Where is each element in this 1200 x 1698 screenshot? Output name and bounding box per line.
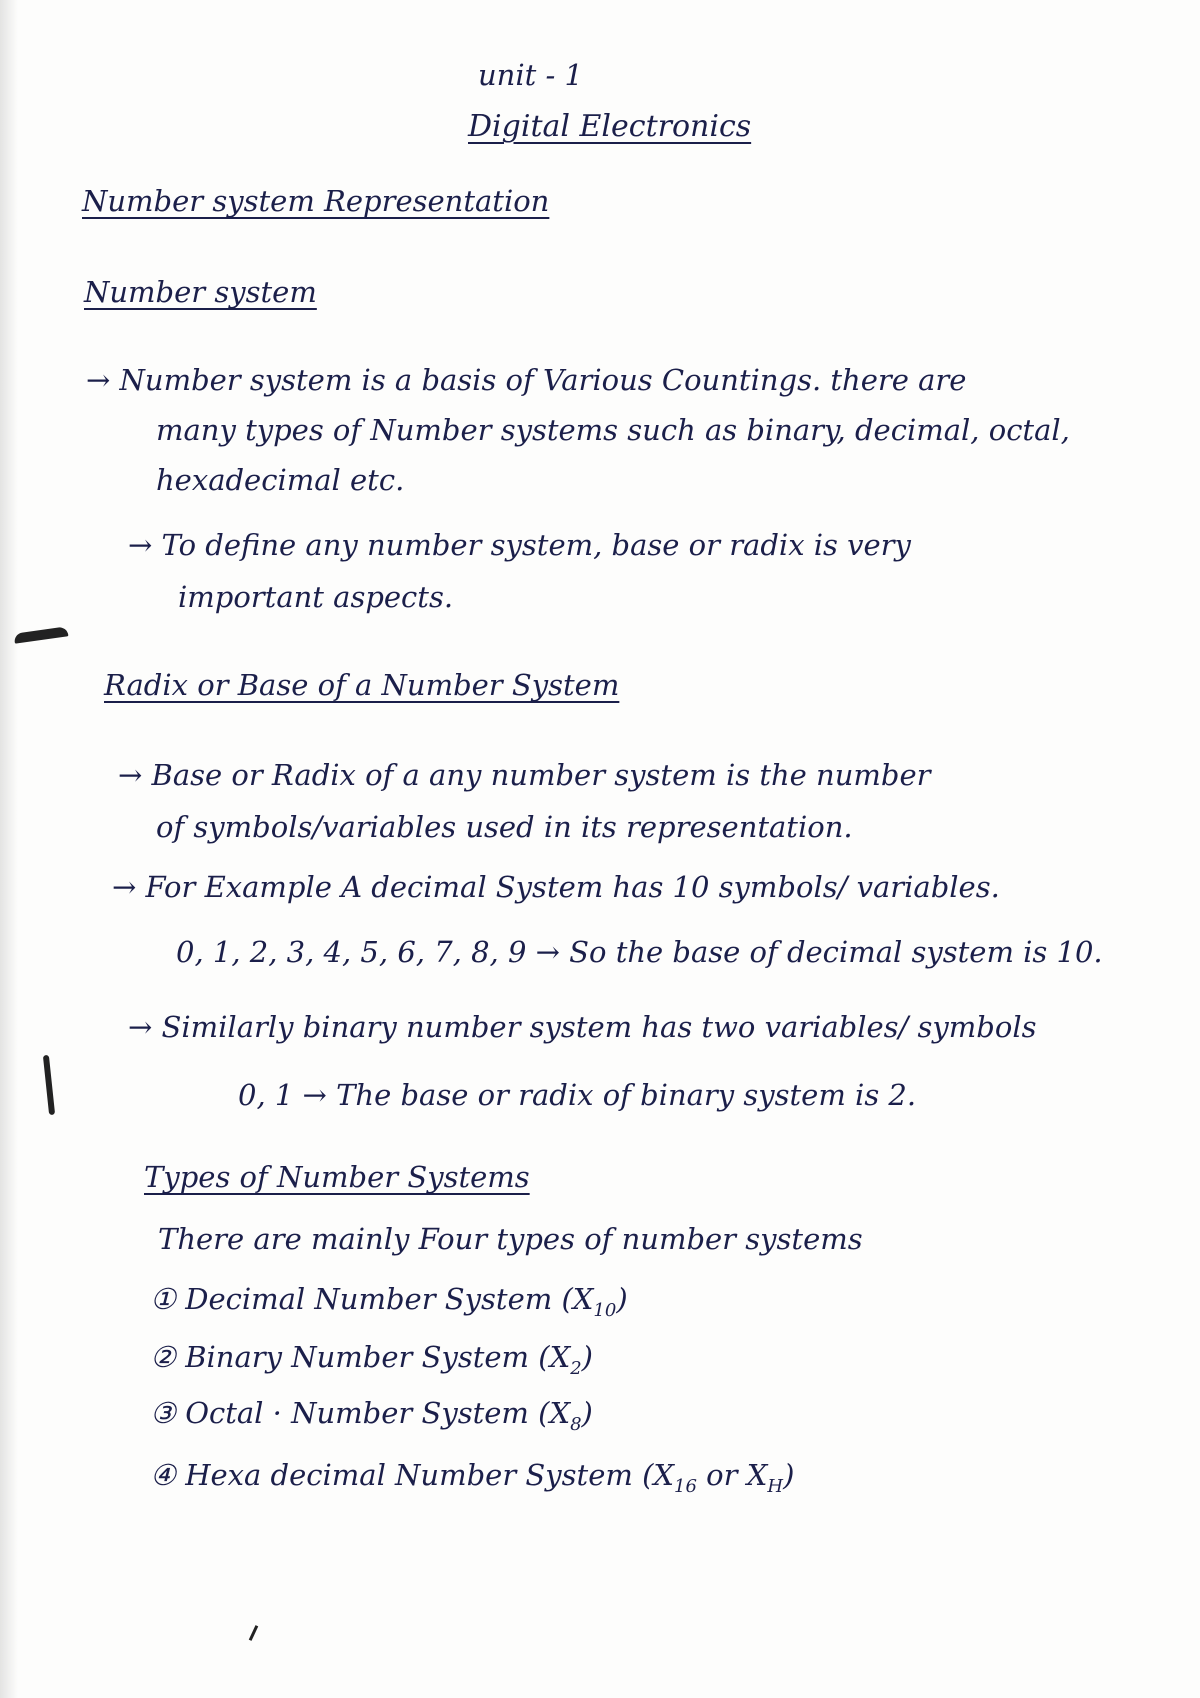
type-item-decimal xyxy=(150,1282,628,1328)
type-end: ) xyxy=(783,1458,795,1492)
bullet-text: → To define any number system, base or radix is very xyxy=(128,528,911,562)
bullet-text: of symbols/variables used in its representation. xyxy=(156,810,853,844)
section-heading-radix: Radix or Base of a Number System xyxy=(104,668,620,702)
stray-pen-tick xyxy=(249,1625,258,1641)
type-base-alt: H xyxy=(767,1475,784,1497)
type-label: ① Decimal Number System (X xyxy=(150,1282,594,1316)
type-end: ) xyxy=(581,1340,593,1374)
bullet-text: → Base or Radix of a any number system is the number xyxy=(118,758,931,792)
bullet-text: many types of Number systems such as binary, decimal, octal, xyxy=(156,413,1070,447)
types-intro: There are mainly Four types of number systems xyxy=(158,1222,863,1256)
type-base: 16 xyxy=(674,1475,697,1497)
type-end: ) xyxy=(581,1396,593,1430)
bullet-text: 0, 1, 2, 3, 4, 5, 6, 7, 8, 9 → So the base of decimal system is 10. xyxy=(176,935,1103,969)
section-heading-types: Types of Number Systems xyxy=(144,1160,530,1194)
bullet-text: important aspects. xyxy=(178,580,454,614)
bullet-text: → For Example A decimal System has 10 symbols/ variables. xyxy=(112,870,1000,904)
bullet-text: 0, 1 → The base or radix of binary system is 2. xyxy=(238,1078,917,1112)
type-label: ② Binary Number System (X xyxy=(150,1340,571,1374)
type-item-octal xyxy=(150,1396,593,1442)
type-base: 8 xyxy=(570,1413,582,1435)
section-heading-number-system: Number system xyxy=(84,275,317,309)
type-item-binary xyxy=(150,1340,593,1386)
type-item-hexadecimal xyxy=(150,1458,794,1504)
bullet-text: → Similarly binary number system has two variables/ symbols xyxy=(128,1010,1037,1044)
page-edge-shadow xyxy=(0,0,18,1698)
unit-title: unit - 1 xyxy=(478,58,583,92)
margin-ink-stroke xyxy=(43,1055,55,1115)
margin-ink-mark xyxy=(14,626,69,643)
main-heading: Number system Representation xyxy=(82,184,550,218)
bullet-text: hexadecimal etc. xyxy=(156,463,405,497)
type-label: ③ Octal · Number System (X xyxy=(150,1396,571,1430)
type-base: 10 xyxy=(593,1299,617,1321)
type-base: 2 xyxy=(570,1357,582,1379)
bullet-text: → Number system is a basis of Various Countings. there are xyxy=(86,363,967,397)
type-mid: or X xyxy=(696,1458,768,1492)
subject-title: Digital Electronics xyxy=(468,109,752,144)
type-end: ) xyxy=(616,1282,628,1316)
type-label: ④ Hexa decimal Number System (X xyxy=(150,1458,675,1492)
